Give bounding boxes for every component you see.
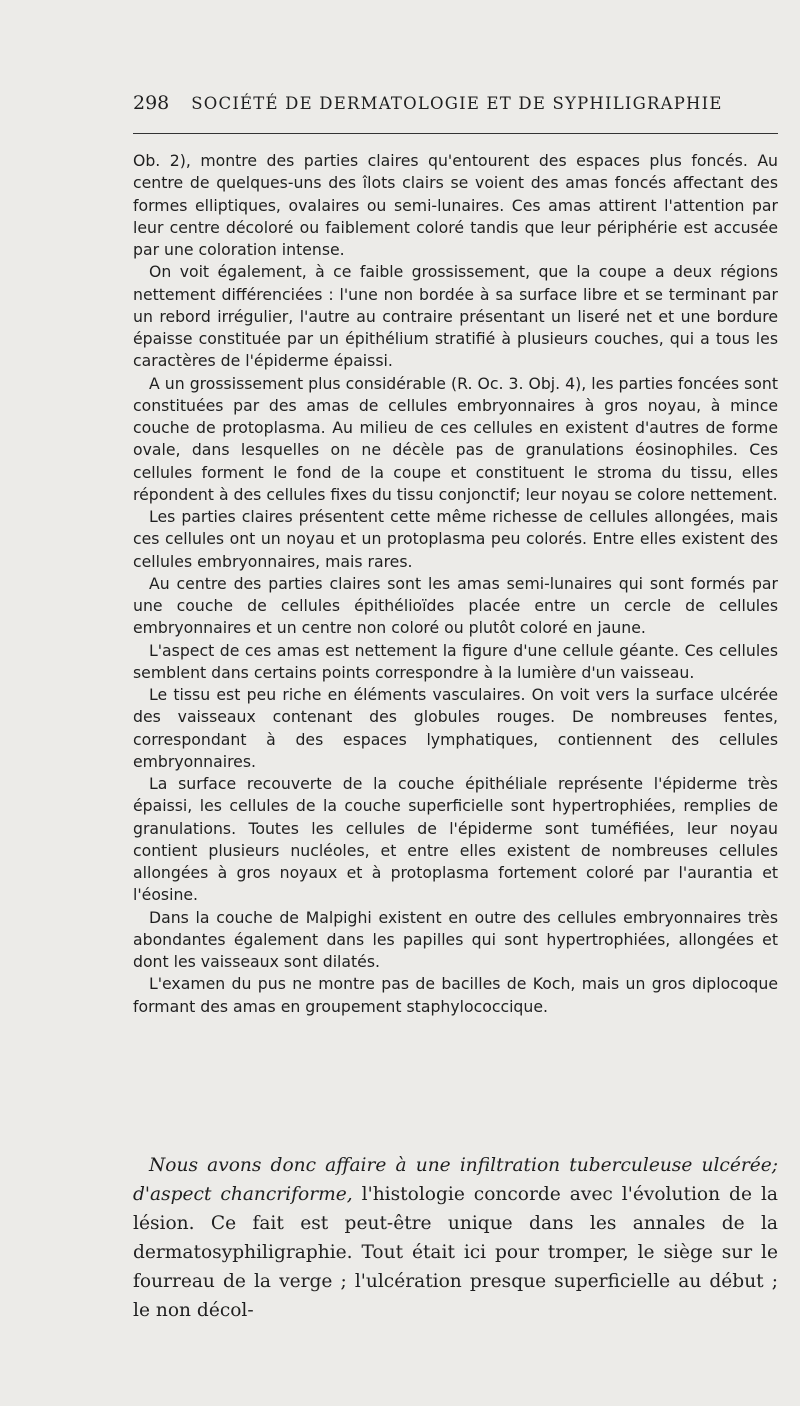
header-rule — [133, 133, 778, 134]
body-text — [133, 150, 778, 1018]
paragraph-6: L'aspect de ces amas est nettement la figure d'une cellule géante. Ces cellules semblent dans certains points correspondre à la lumière d'un vaisseau. — [133, 640, 778, 682]
paragraph-8: La surface recouverte de la couche épithéliale représente l'épiderme très épaissi, les cellules de la couche superficielle sont hypertrophiées, remplies de granulations. Toutes les cellules de l'épiderme sont tuméfiées, leur noyau contient plusieurs nucléoles, et entre elles existent de nombreuses cellules allongées à gros noyaux et à protoplasma fortement coloré par l'aurantia et l'éosine. — [133, 774, 778, 905]
running-title: SOCIÉTÉ DE DERMATOLOGIE ET DE SYPHILIGRAPHIE — [191, 94, 723, 113]
paragraph-2: On voit également, à ce faible grossissement, que la coupe a deux régions nettement différenciées : l'une non bordée à sa surface libre et se terminant par un rebord irrégulier, l'autre au contraire présentant un liseré net et une bordure épaisse constituée par un épithélium stratifié à plusieurs couches, qui a tous les caractères de l'épiderme épaissi. — [133, 262, 778, 371]
paragraph-9: Dans la couche de Malpighi existent en outre des cellules embryonnaires très abondantes également dans les papilles qui sont hypertrophiées, allongées et dont les vaisseaux sont dilatés. — [133, 907, 778, 971]
paragraph-5: Au centre des parties claires sont les amas semi-lunaires qui sont formés par une couche de cellules épithélioïdes placée entre un cercle de cellules embryonnaires et un centre non coloré ou plutôt coloré en jaune. — [133, 573, 778, 638]
conclusion-text: l'histologie concorde avec l'évolution de la lésion. Ce fait est peut-être unique dans les annales de la dermatosyphiligraphie. Tout était ici pour tromper, le siège sur le fourreau de la verge ; l'ulcération presque superficielle au début ; le non décol- — [133, 1184, 778, 1321]
running-header — [133, 92, 778, 114]
page-number: 298 — [133, 92, 170, 114]
paragraph-4: Les parties claires présentent cette même richesse de cellules allongées, mais ces cellules ont un noyau et un protoplasma peu colorés. Entre elles existent des cellules embryonnaires, mais rares. — [133, 507, 778, 571]
paragraph-3: A un grossissement plus considérable (R. Oc. 3. Obj. 4), les parties foncées sont constituées par des amas de cellules embryonnaires à gros noyau, à mince couche de protoplasma. Au milieu de ces cellules en existent d'autres de forme ovale, dans lesquelles on ne décèle pas de granulations éosinophiles. Ces cellules forment le fond de la coupe et constituent le stroma du tissu, elles répondent à des cellules fixes du tissu conjonctif; leur noyau se colore nettement. — [133, 373, 778, 504]
paragraph-1: Ob. 2), montre des parties claires qu'entourent des espaces plus foncés. Au centre de quelques-uns des îlots clairs se voient des amas foncés affectant des formes elliptiques, ovalaires ou semi-lunaires. Ces amas attirent l'attention par leur centre décoloré ou faiblement coloré tandis que leur périphérie est accusée par une coloration intense. — [133, 151, 778, 259]
conclusion-paragraph — [133, 1151, 778, 1325]
paragraph-7: Le tissu est peu riche en éléments vasculaires. On voit vers la surface ulcérée des vaisseaux contenant des globules rouges. De nombreuses fentes, correspondant à des espaces lymphatiques, contiennent des cellules embryonnaires. — [133, 685, 778, 771]
paragraph-10: L'examen du pus ne montre pas de bacilles de Koch, mais un gros diplocoque formant des amas en groupement staphylococcique. — [133, 974, 778, 1016]
conclusion-italic-lead: Nous avons donc affaire à une infiltration tuberculeuse ulcérée; d'aspect chancriforme, — [133, 1155, 778, 1205]
